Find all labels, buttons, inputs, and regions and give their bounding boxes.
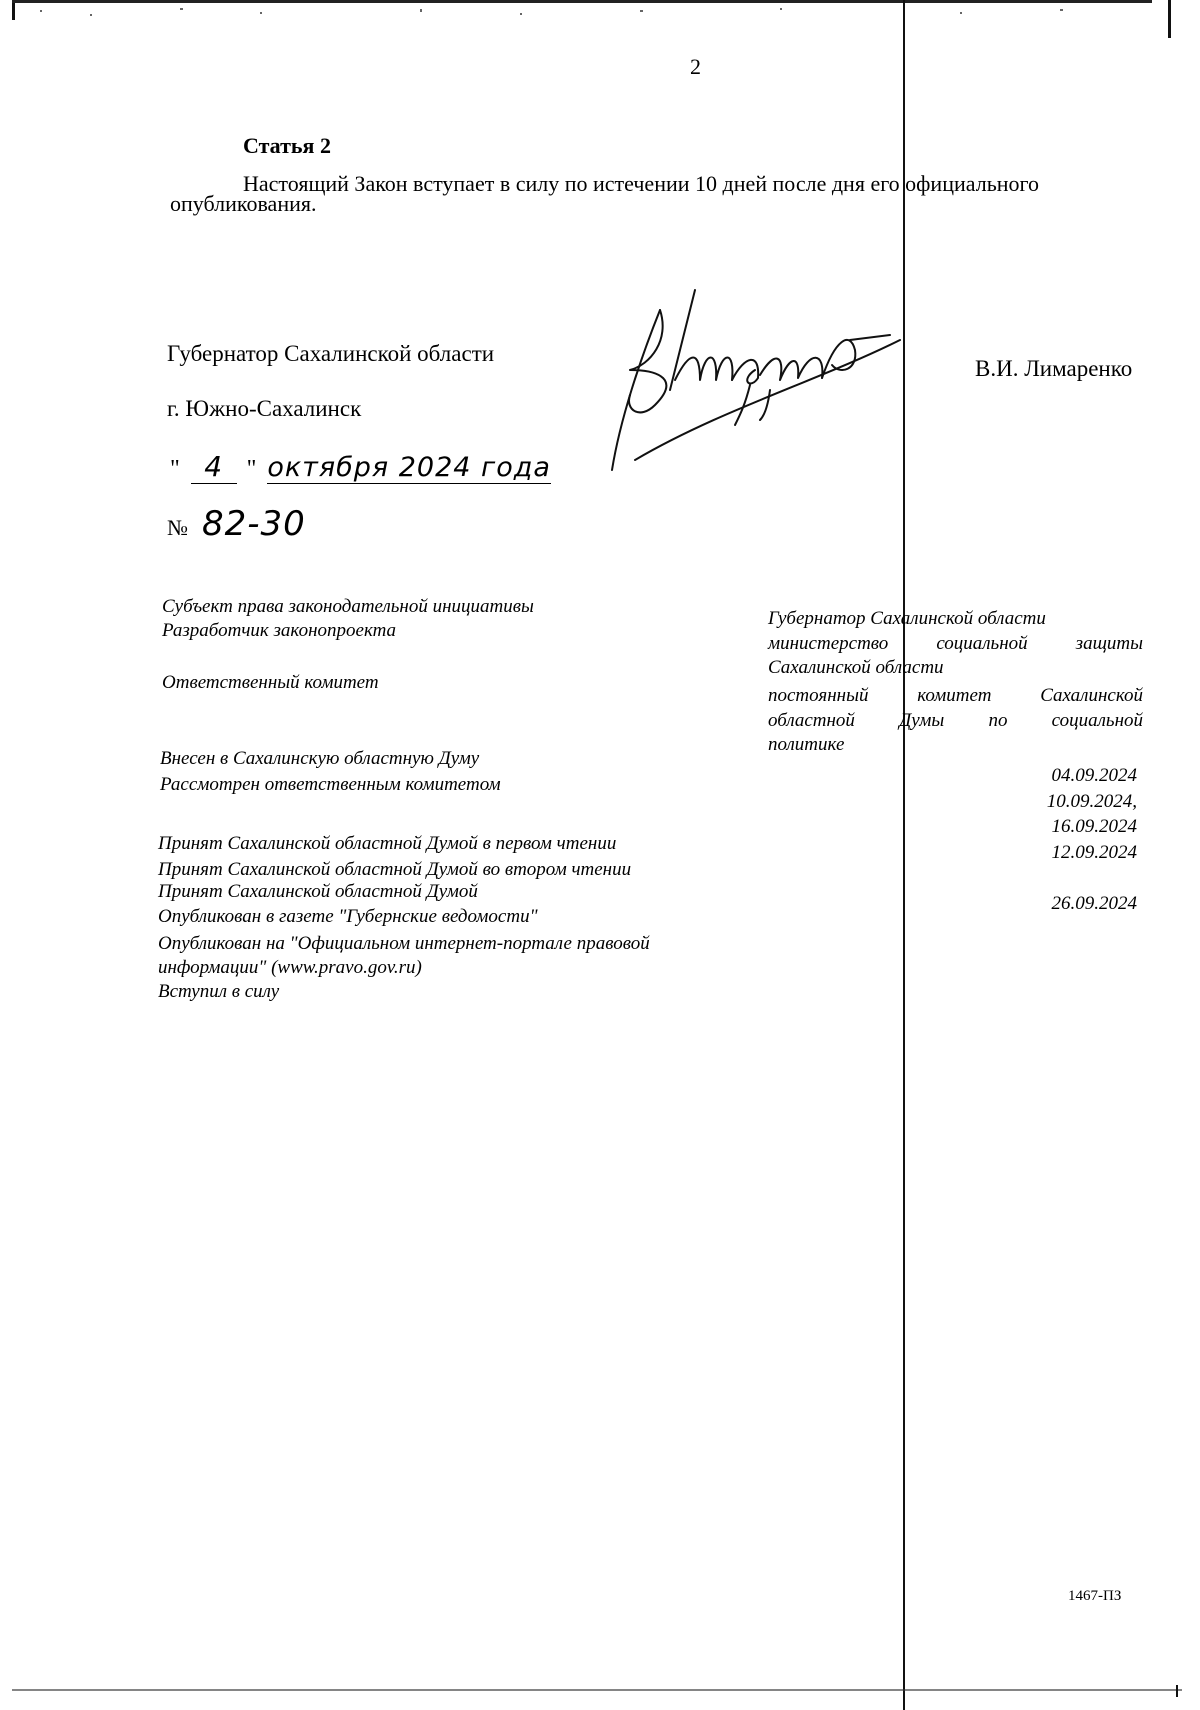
signer-name: В.И. Лимаренко bbox=[975, 356, 1133, 381]
label-subject: Субъект права законодательной инициативы bbox=[162, 596, 534, 617]
city-name: г. Южно-Сахалинск bbox=[167, 396, 362, 421]
governor-title: Губернатор Сахалинской области bbox=[167, 341, 495, 366]
scan-fold-line bbox=[903, 0, 905, 1710]
article-body-line-1: Настоящий Закон вступает в силу по истечении 10 дней после дня его официального bbox=[243, 171, 1039, 196]
label-submitted: Внесен в Сахалинскую областную Думу bbox=[160, 748, 480, 769]
article-body-line-2: опубликования. bbox=[170, 191, 317, 216]
date-day: 4 bbox=[191, 450, 237, 484]
label-published-portal-1: Опубликован на "Официальном интернет-портале правовой bbox=[158, 933, 650, 954]
value-considered-date-1: 10.09.2024, bbox=[1046, 791, 1137, 812]
label-adopted: Принят Сахалинской областной Думой bbox=[158, 881, 478, 902]
scan-right-mark bbox=[1168, 0, 1171, 38]
document-code: 1467-ПЗ bbox=[1068, 1588, 1122, 1604]
page-number: 2 bbox=[690, 54, 701, 79]
value-considered-date-2: 16.09.2024 bbox=[1051, 816, 1137, 837]
value-committee-3: политике bbox=[768, 734, 845, 755]
label-developer: Разработчик законопроекта bbox=[162, 620, 397, 641]
label-published-newspaper: Опубликован в газете "Губернские ведомости" bbox=[158, 906, 538, 927]
value-committee-2: областной Думы по социальной bbox=[768, 710, 1143, 731]
label-first-reading: Принят Сахалинской областной Думой в первом чтении bbox=[158, 833, 617, 854]
article-heading: Статья 2 bbox=[243, 133, 331, 158]
scan-top-edge bbox=[0, 0, 1200, 22]
value-submitted-date: 04.09.2024 bbox=[1051, 765, 1137, 786]
value-committee-1: постоянный комитет Сахалинской bbox=[768, 685, 1143, 706]
document-number: 82-30 bbox=[202, 504, 306, 544]
value-subject: Губернатор Сахалинской области bbox=[768, 608, 1046, 629]
date-month-year: октября 2024 года bbox=[267, 452, 551, 483]
label-considered: Рассмотрен ответственным комитетом bbox=[160, 774, 501, 795]
scan-bottom-edge bbox=[0, 1685, 1200, 1710]
handwritten-signature bbox=[600, 280, 930, 480]
label-second-reading: Принят Сахалинской областной Думой во втором чтении bbox=[158, 859, 632, 880]
label-entered-force: Вступил в силу bbox=[158, 981, 280, 1002]
value-adopted-date: 26.09.2024 bbox=[1051, 893, 1137, 914]
date-line: " 4 " октября 2024 года bbox=[170, 450, 551, 483]
number-sign: № bbox=[167, 515, 188, 540]
value-developer-1: министерство социальной защиты bbox=[768, 633, 1143, 654]
value-developer-2: Сахалинской области bbox=[768, 657, 944, 678]
document-number-line bbox=[167, 504, 306, 544]
value-first-reading-date: 12.09.2024 bbox=[1051, 842, 1137, 863]
label-published-portal-2: информации" (www.pravo.gov.ru) bbox=[158, 957, 422, 978]
label-committee: Ответственный комитет bbox=[162, 672, 379, 693]
